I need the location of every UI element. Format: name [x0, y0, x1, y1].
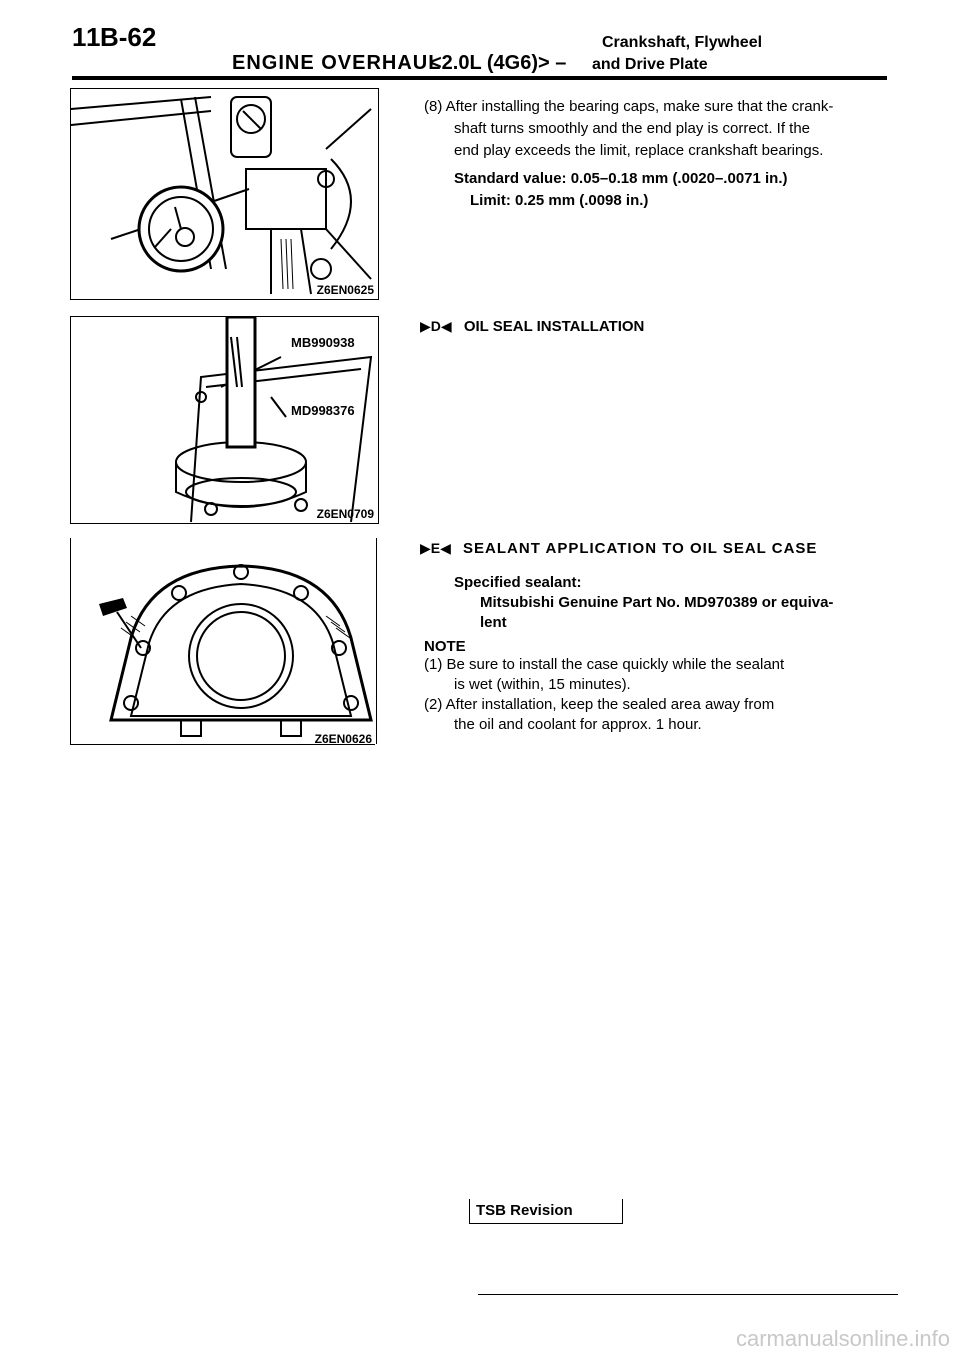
section-number: 11 [72, 22, 102, 52]
limit-value: Limit: 0.25 mm (.0098 in.) [470, 192, 649, 209]
section-d-title: OIL SEAL INSTALLATION [463, 318, 645, 335]
note-label: NOTE [424, 638, 466, 655]
engine-spec: <2.0L (4G6)> – [430, 52, 567, 74]
note-1-line-1: (1) Be sure to install the case quickly while the sealant [424, 656, 785, 673]
section-d-heading [420, 318, 644, 335]
subtitle-line-1: Crankshaft, Flywheel [602, 34, 763, 51]
figure-oil-seal-case [70, 538, 377, 744]
note-2-line-1: (2) After installation, keep the sealed area away from [424, 696, 775, 713]
figure-code: Z6EN0709 [316, 507, 374, 521]
page-number: B-62 [100, 22, 157, 52]
figure-code: Z6EN0626 [314, 732, 372, 744]
note-2-line-2: the oil and coolant for approx. 1 hour. [454, 716, 702, 733]
tsb-revision-box [469, 1199, 623, 1224]
figure-oil-seal-installer [70, 316, 379, 524]
page-title: ENGINE OVERHAUL [232, 52, 442, 74]
sealant-line-2: lent [480, 614, 507, 631]
header-rule [72, 76, 887, 80]
tool-label-mb990938: MB990938 [291, 335, 355, 350]
dial-indicator-illustration [71, 89, 378, 299]
sealant-line-1: Mitsubishi Genuine Part No. MD970389 or equiva- [480, 594, 834, 611]
step8-line-2: shaft turns smoothly and the end play is correct. If the [454, 120, 811, 137]
figure-bottom-rule [70, 744, 375, 745]
step8-line-3: end play exceeds the limit, replace crankshaft bearings. [454, 142, 824, 159]
subtitle-line-2: and Drive Plate [592, 56, 708, 73]
footer-rule [478, 1294, 898, 1295]
tool-label-md998376: MD998376 [291, 403, 355, 418]
step8-line-1: (8) After installing the bearing caps, make sure that the crank- [424, 98, 834, 115]
section-d-marker: ▶D◀ [420, 318, 452, 334]
section-e-heading [420, 540, 817, 557]
note-1-line-2: is wet (within, 15 minutes). [454, 676, 631, 693]
figure-dial-indicator [70, 88, 379, 300]
tsb-revision-label: TSB Revision [476, 1202, 573, 1219]
oil-seal-case-illustration [71, 538, 376, 744]
specified-sealant-label: Specified sealant: [454, 574, 582, 591]
standard-value: Standard value: 0.05–0.18 mm (.0020–.0071 in.) [454, 170, 788, 187]
figure-code: Z6EN0625 [316, 283, 374, 297]
section-e-title: SEALANT APPLICATION TO OIL SEAL CASE [463, 540, 818, 557]
section-e-marker: ▶E◀ [420, 540, 451, 556]
watermark: carmanualsonline.info [735, 1326, 950, 1351]
